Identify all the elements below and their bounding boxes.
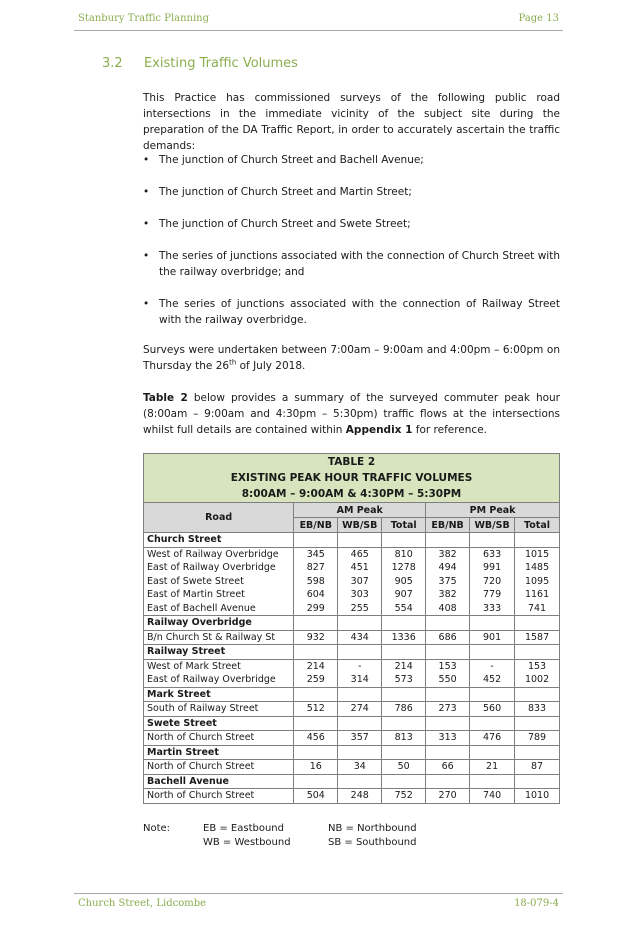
road-segment: West of Mark Street — [144, 659, 294, 673]
volume-cell: 720 — [470, 575, 515, 589]
volume-cell: 633 — [470, 547, 515, 561]
volume-cell: 345 — [294, 547, 338, 561]
volume-cell: 560 — [470, 702, 515, 717]
volume-cell: 779 — [470, 588, 515, 602]
volume-cell: 550 — [426, 673, 470, 687]
volume-cell: 991 — [470, 561, 515, 575]
volume-cell: 789 — [515, 731, 560, 746]
volume-cell: 905 — [382, 575, 426, 589]
table-group-row — [144, 645, 560, 660]
volume-cell: 827 — [294, 561, 338, 575]
volume-cell: 248 — [338, 789, 382, 804]
volume-cell: 274 — [338, 702, 382, 717]
column-header: EB/NB — [426, 518, 470, 533]
volume-cell: 1587 — [515, 630, 560, 645]
volume-cell: 270 — [426, 789, 470, 804]
table-group-row — [144, 745, 560, 760]
volume-cell: 357 — [338, 731, 382, 746]
traffic-volumes-table — [143, 453, 560, 804]
volume-cell: 382 — [426, 547, 470, 561]
volume-cell: 504 — [294, 789, 338, 804]
intro-paragraph: This Practice has commissioned surveys of the following public road intersections in the immediate vicinity of the subject site during the preparation of the DA Traffic Report, in order to accurately ascertain the traffic demands: — [143, 92, 560, 152]
volume-cell: 16 — [294, 760, 338, 775]
volume-cell: 465 — [338, 547, 382, 561]
volume-cell: 1002 — [515, 673, 560, 687]
volume-cell: 1095 — [515, 575, 560, 589]
volume-cell: 1015 — [515, 547, 560, 561]
volume-cell: 833 — [515, 702, 560, 717]
bullet-item: • The junction of Church Street and Bachell Avenue; — [143, 154, 424, 166]
volume-cell: 452 — [470, 673, 515, 687]
volume-cell: 259 — [294, 673, 338, 687]
road-segment: East of Railway Overbridge — [144, 561, 294, 575]
column-header: Total — [515, 518, 560, 533]
column-header: EB/NB — [294, 518, 338, 533]
volume-cell: 375 — [426, 575, 470, 589]
volume-cell: 786 — [382, 702, 426, 717]
road-segment: East of Swete Street — [144, 575, 294, 589]
road-segment: B/n Church St & Railway St — [144, 630, 294, 645]
section-number: 3.2 — [102, 56, 123, 71]
table-row — [144, 588, 560, 602]
volume-cell: 87 — [515, 760, 560, 775]
bullet-item: • The junction of Church Street and Swete Street; — [143, 218, 411, 230]
table-caption: TABLE 2 EXISTING PEAK HOUR TRAFFIC VOLUMES 8:00AM – 9:00AM & 4:30PM – 5:30PM — [144, 454, 560, 503]
volume-cell: 456 — [294, 731, 338, 746]
volume-cell: 598 — [294, 575, 338, 589]
volume-cell: 1161 — [515, 588, 560, 602]
volume-cell: 740 — [470, 789, 515, 804]
table-row — [144, 659, 560, 673]
road-group-name: Mark Street — [144, 687, 294, 702]
volume-cell: 932 — [294, 630, 338, 645]
table-row — [144, 630, 560, 645]
volume-cell: 307 — [338, 575, 382, 589]
volume-cell: 255 — [338, 602, 382, 616]
volume-cell: 686 — [426, 630, 470, 645]
column-header: WB/SB — [338, 518, 382, 533]
volume-cell: 66 — [426, 760, 470, 775]
page-footer — [74, 893, 563, 914]
volume-cell: 273 — [426, 702, 470, 717]
volume-cell: 752 — [382, 789, 426, 804]
volume-cell: - — [338, 659, 382, 673]
footer-location: Church Street, Lidcombe — [78, 898, 207, 909]
volume-cell: 303 — [338, 588, 382, 602]
volume-cell: 604 — [294, 588, 338, 602]
volume-cell: 299 — [294, 602, 338, 616]
volume-cell: 50 — [382, 760, 426, 775]
road-group-name: Bachell Avenue — [144, 774, 294, 789]
volume-cell: 810 — [382, 547, 426, 561]
table-group-row — [144, 687, 560, 702]
table-row — [144, 673, 560, 687]
page-header — [74, 12, 563, 31]
column-header: Total — [382, 518, 426, 533]
am-peak-header: AM Peak — [294, 503, 426, 518]
volume-cell: 153 — [426, 659, 470, 673]
road-group-name: Swete Street — [144, 716, 294, 731]
table-row — [144, 760, 560, 775]
road-segment: East of Martin Street — [144, 588, 294, 602]
table-row — [144, 575, 560, 589]
footer-reference: 18-079-4 — [514, 898, 559, 909]
volume-cell: 554 — [382, 602, 426, 616]
bullet-item: • The series of junctions associated with the connection of Railway Street with the railway overbridge. — [143, 298, 560, 326]
road-group-name: Martin Street — [144, 745, 294, 760]
volume-cell: 333 — [470, 602, 515, 616]
road-segment: North of Church Street — [144, 731, 294, 746]
table-row — [144, 547, 560, 561]
volume-cell: 494 — [426, 561, 470, 575]
volume-cell: 313 — [426, 731, 470, 746]
pm-peak-header: PM Peak — [426, 503, 560, 518]
volume-cell: 214 — [294, 659, 338, 673]
table-row — [144, 789, 560, 804]
table-group-row — [144, 533, 560, 548]
road-segment: East of Railway Overbridge — [144, 673, 294, 687]
road-group-name: Railway Overbridge — [144, 616, 294, 631]
volume-cell: 741 — [515, 602, 560, 616]
volume-cell: 314 — [338, 673, 382, 687]
volume-cell: 476 — [470, 731, 515, 746]
volume-cell: 382 — [426, 588, 470, 602]
volume-cell: 907 — [382, 588, 426, 602]
road-group-name: Church Street — [144, 533, 294, 548]
volume-cell: 153 — [515, 659, 560, 673]
volume-cell: 34 — [338, 760, 382, 775]
road-segment: West of Railway Overbridge — [144, 547, 294, 561]
section-heading — [102, 56, 298, 71]
road-segment: East of Bachell Avenue — [144, 602, 294, 616]
road-segment: South of Railway Street — [144, 702, 294, 717]
table-group-row — [144, 716, 560, 731]
table-row — [144, 602, 560, 616]
bullet-item: • The series of junctions associated with the connection of Church Street with the railway overbridge; and — [143, 250, 560, 278]
header-company: Stanbury Traffic Planning — [78, 13, 210, 24]
volume-cell: 1336 — [382, 630, 426, 645]
volume-cell: 408 — [426, 602, 470, 616]
volume-cell: 1010 — [515, 789, 560, 804]
volume-cell: 901 — [470, 630, 515, 645]
bullet-item: • The junction of Church Street and Martin Street; — [143, 186, 412, 198]
road-segment: North of Church Street — [144, 760, 294, 775]
volume-cell: 214 — [382, 659, 426, 673]
table-row — [144, 702, 560, 717]
table-row — [144, 731, 560, 746]
header-page-number: Page 13 — [518, 13, 559, 24]
table-row — [144, 561, 560, 575]
volume-cell: - — [470, 659, 515, 673]
summary-paragraph: Table 2 below provides a summary of the surveyed commuter peak hour (8:00am – 9:00am and 4:30pm – 5:30pm) traffic flows at the intersections whilst full details are contained within Appendix 1 for reference. — [143, 392, 560, 436]
volume-cell: 434 — [338, 630, 382, 645]
volume-cell: 21 — [470, 760, 515, 775]
section-title: Existing Traffic Volumes — [144, 56, 298, 71]
note-label: Note: — [143, 823, 171, 834]
volume-cell: 1485 — [515, 561, 560, 575]
road-segment: North of Church Street — [144, 789, 294, 804]
volume-cell: 451 — [338, 561, 382, 575]
volume-cell: 512 — [294, 702, 338, 717]
road-group-name: Railway Street — [144, 645, 294, 660]
volume-cell: 1278 — [382, 561, 426, 575]
table-group-row — [144, 616, 560, 631]
surveys-paragraph: Surveys were undertaken between 7:00am – 9:00am and 4:00pm – 6:00pm on Thursday the 26th of July 2018. — [143, 344, 560, 372]
table-group-row — [144, 774, 560, 789]
volume-cell: 573 — [382, 673, 426, 687]
column-header: WB/SB — [470, 518, 515, 533]
road-column-header: Road — [144, 503, 294, 533]
volume-cell: 813 — [382, 731, 426, 746]
